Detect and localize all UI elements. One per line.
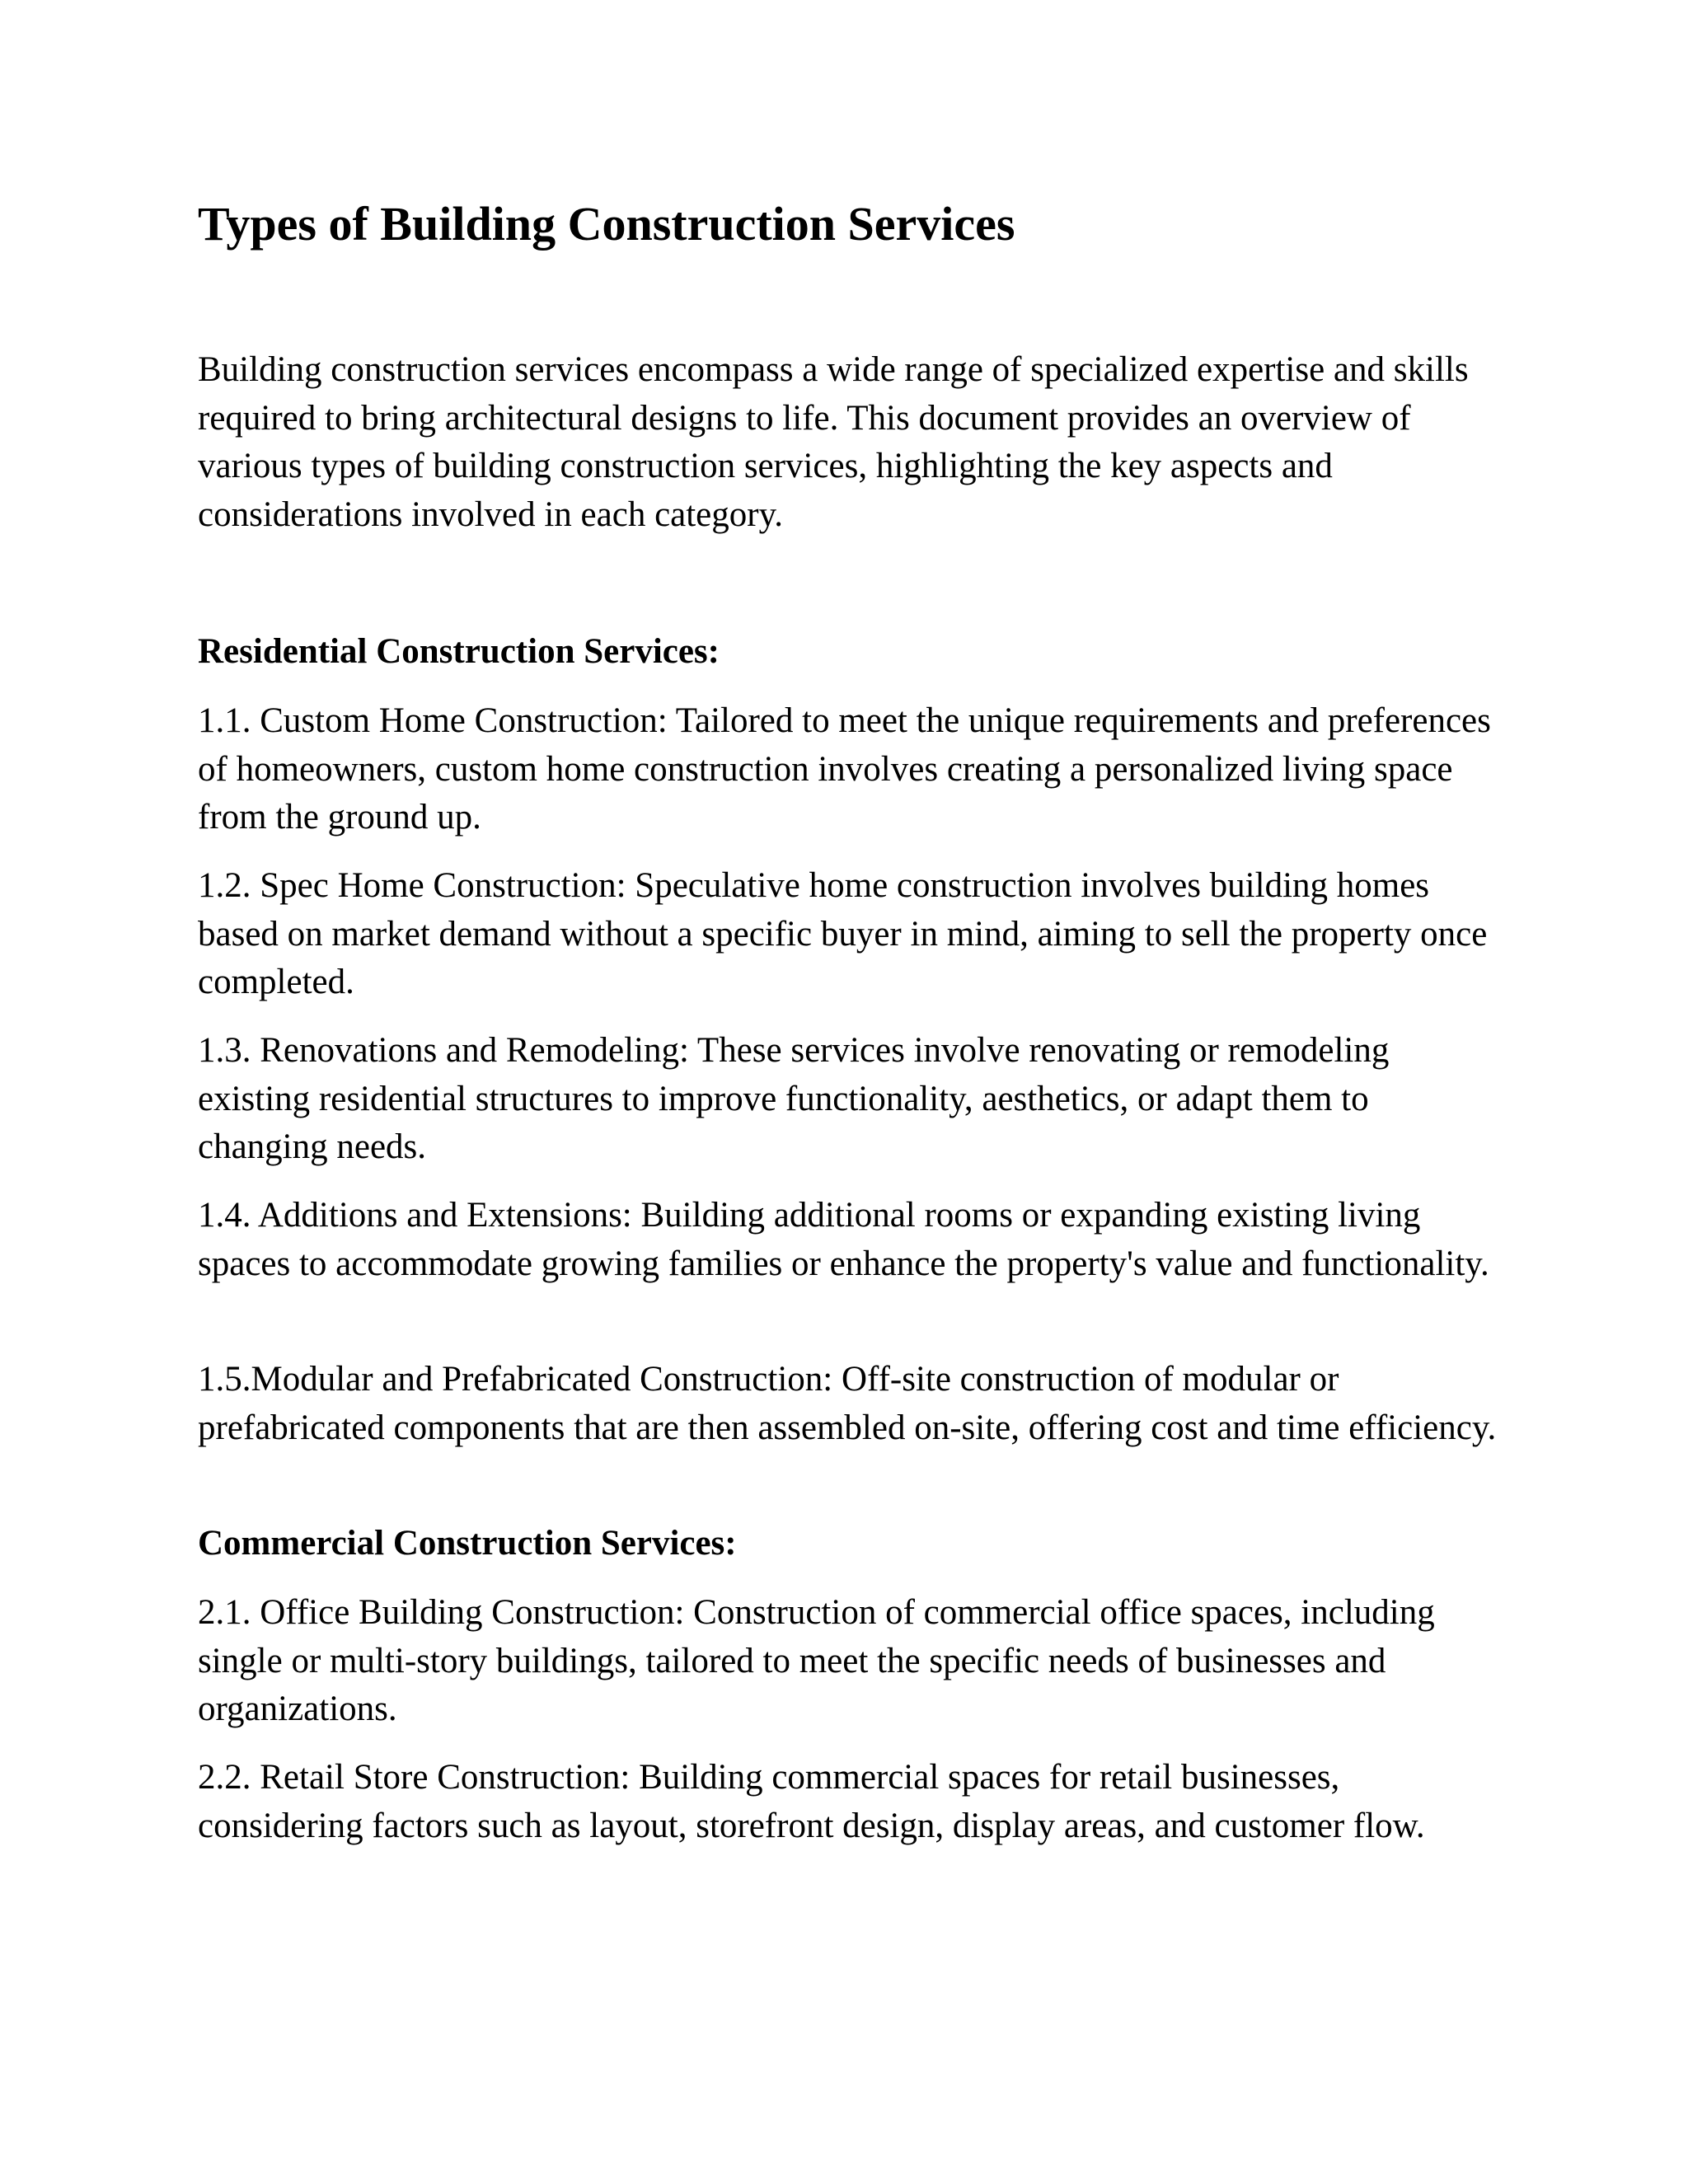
list-item-renovations: 1.3. Renovations and Remodeling: These services involve renovating or remodeling existing residential structures to improve functionality, aesthetics, or adapt them to changing needs. [198, 1031, 1390, 1166]
list-item-spec-home: 1.2. Spec Home Construction: Speculative home construction involves building homes based on market demand without a specific buyer in mind, aiming to sell the property once completed. [198, 866, 1488, 1001]
list-item-retail-store: 2.2. Retail Store Construction: Building commercial spaces for retail businesses, considering factors such as layout, storefront design, display areas, and customer flow. [198, 1758, 1425, 1845]
section-heading-commercial: Commercial Construction Services: [198, 1524, 737, 1563]
list-item-office-building: 2.1. Office Building Construction: Construction of commercial office spaces, including single or multi-story buildings, tailored to meet the specific needs of businesses and organizations. [198, 1593, 1435, 1728]
list-item-additions: 1.4. Additions and Extensions: Building additional rooms or expanding existing living spaces to accommodate growing families or enhance the property's value and functionality. [198, 1196, 1489, 1283]
document-title: Types of Building Construction Services [198, 197, 1015, 251]
intro-paragraph: Building construction services encompass a wide range of specialized expertise and skills required to bring architectural designs to life. This document provides an overview of various types of building construction services, highlighting the key aspects and considerations involved in each category. [198, 350, 1469, 534]
section-heading-residential: Residential Construction Services: [198, 632, 720, 671]
list-item-custom-home: 1.1. Custom Home Construction: Tailored to meet the unique requirements and preferences of homeowners, custom home construction involves creating a personalized living space from the ground up. [198, 701, 1491, 837]
list-item-modular: 1.5.Modular and Prefabricated Construction: Off-site construction of modular or prefabricated components that are then assembled on-site, offering cost and time efficiency. [198, 1360, 1497, 1447]
